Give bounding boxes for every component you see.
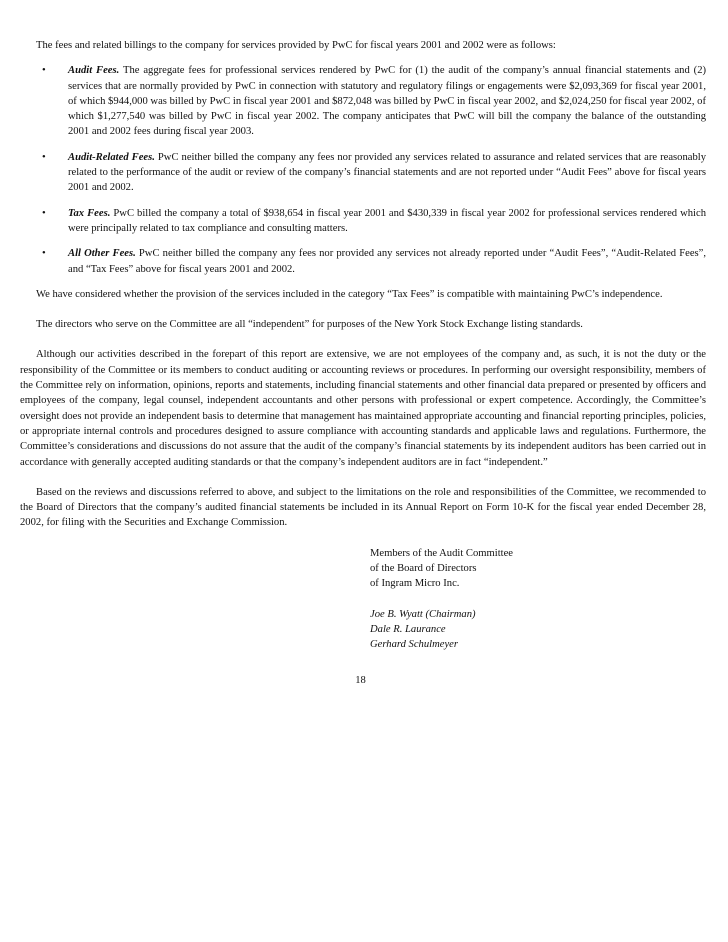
signature-line: of Ingram Micro Inc.: [370, 578, 460, 590]
page-number: 18: [355, 674, 366, 686]
fee-item-audit: [20, 63, 706, 139]
fee-term: Audit-Related Fees.: [68, 151, 155, 163]
paragraph-independence: The directors who serve on the Committee are all “independent” for purposes of the New York Stock Exchange listing standards.: [36, 319, 583, 331]
committee-member: Gerhard Schulmeyer: [370, 639, 458, 651]
bullet-icon: •: [42, 151, 46, 163]
signature-spacer: [370, 592, 706, 607]
paragraph-oversight: Although our activities described in the forepart of this report are extensive, we are not employees of the company and, as such, it is not the duty or the responsibility of the Committee or its members to conduct auditing or accounting reviews or procedures. In performing our oversight responsibility, members of the Committee rely on information, opinions, reports and statements, including financial statements and other financial data prepared or presented by officers and employees of the company, legal counsel, independent accountants and other persons with professional or expert competence. Accordingly, the Committee’s oversight does not provide an independent basis to determine that management has maintained appropriate accounting and financial reporting principles, policies, or appropriate internal controls and procedures designed to assure compliance with accounting standards and applicable laws and regulations. Furthermore, the Committee’s considerations and discussions do not assure that the audit of the company’s financial statements by its independent auditors has been carried out in accordance with generally accepted auditing standards or that the company’s independent auditors are in fact “independent.”: [20, 349, 706, 468]
fee-text: PwC neither billed the company any fees nor provided any services not already reported under “Audit Fees”, “Audit-Related Fees”, and “Tax Fees” above for fiscal years 2001 and 2002.: [68, 248, 706, 275]
committee-member: Dale R. Laurance: [370, 623, 446, 635]
document-page: [20, 38, 706, 688]
fee-text: The aggregate fees for professional services rendered by PwC for (1) the audit of the company’s annual financial statements and (2) services that are normally provided by PwC in connection with statutory and regulatory filings or engagements were $2,093,369 for fiscal year 2001, of which $944,000 was billed by PwC in fiscal year 2001 and $872,048 was billed by PwC in fiscal year 2002, and $2,024,250 for fiscal year 2002, of which $1,277,540 was billed by PwC in fiscal year 2002. The company anticipates that PwC will bill the company the balance of the outstanding 2001 and 2002 fees during fiscal year 2003.: [68, 65, 707, 138]
fee-text: PwC billed the company a total of $938,654 in fiscal year 2001 and $430,339 in fiscal year 2002 for professional services rendered which were principally related to tax compliance and consulting matters.: [68, 207, 707, 234]
paragraph-recommendation: Based on the reviews and discussions referred to above, and subject to the limitations on the role and responsibilities of the Committee, we recommended to the Board of Directors that the company’s audited financial statements be included in its Annual Report on Form 10-K for the fiscal year ended December 28, 2002, for filing with the Securities and Exchange Commission.: [20, 486, 706, 529]
committee-member: Joe B. Wyatt (Chairman): [370, 608, 476, 620]
fee-term: Tax Fees.: [68, 207, 111, 219]
fee-term: All Other Fees.: [68, 248, 136, 260]
fee-item-audit-related: [20, 150, 706, 196]
signature-line: Members of the Audit Committee: [370, 547, 513, 559]
signature-block: [370, 546, 706, 653]
signature-line: of the Board of Directors: [370, 563, 477, 575]
bullet-icon: •: [42, 207, 46, 219]
fee-list: [20, 63, 706, 277]
paragraph-tax-fees-compatibility: We have considered whether the provision of the services included in the category “Tax Fees” is compatible with maintaining PwC’s independence.: [36, 288, 663, 300]
fee-item-tax: [20, 206, 706, 237]
fee-text: PwC neither billed the company any fees nor provided any services related to assurance and related services that are reasonably related to the performance of the audit or review of the company’s financial statements and are not reported under “Audit Fees” above for fiscal years 2001 and 2002.: [68, 151, 706, 194]
bullet-icon: •: [42, 248, 46, 260]
fee-term: Audit Fees.: [68, 65, 120, 77]
fees-intro: The fees and related billings to the company for services provided by PwC for fiscal years 2001 and 2002 were as follows:: [36, 40, 556, 51]
fee-item-all-other: [20, 246, 706, 277]
bullet-icon: •: [42, 65, 46, 77]
